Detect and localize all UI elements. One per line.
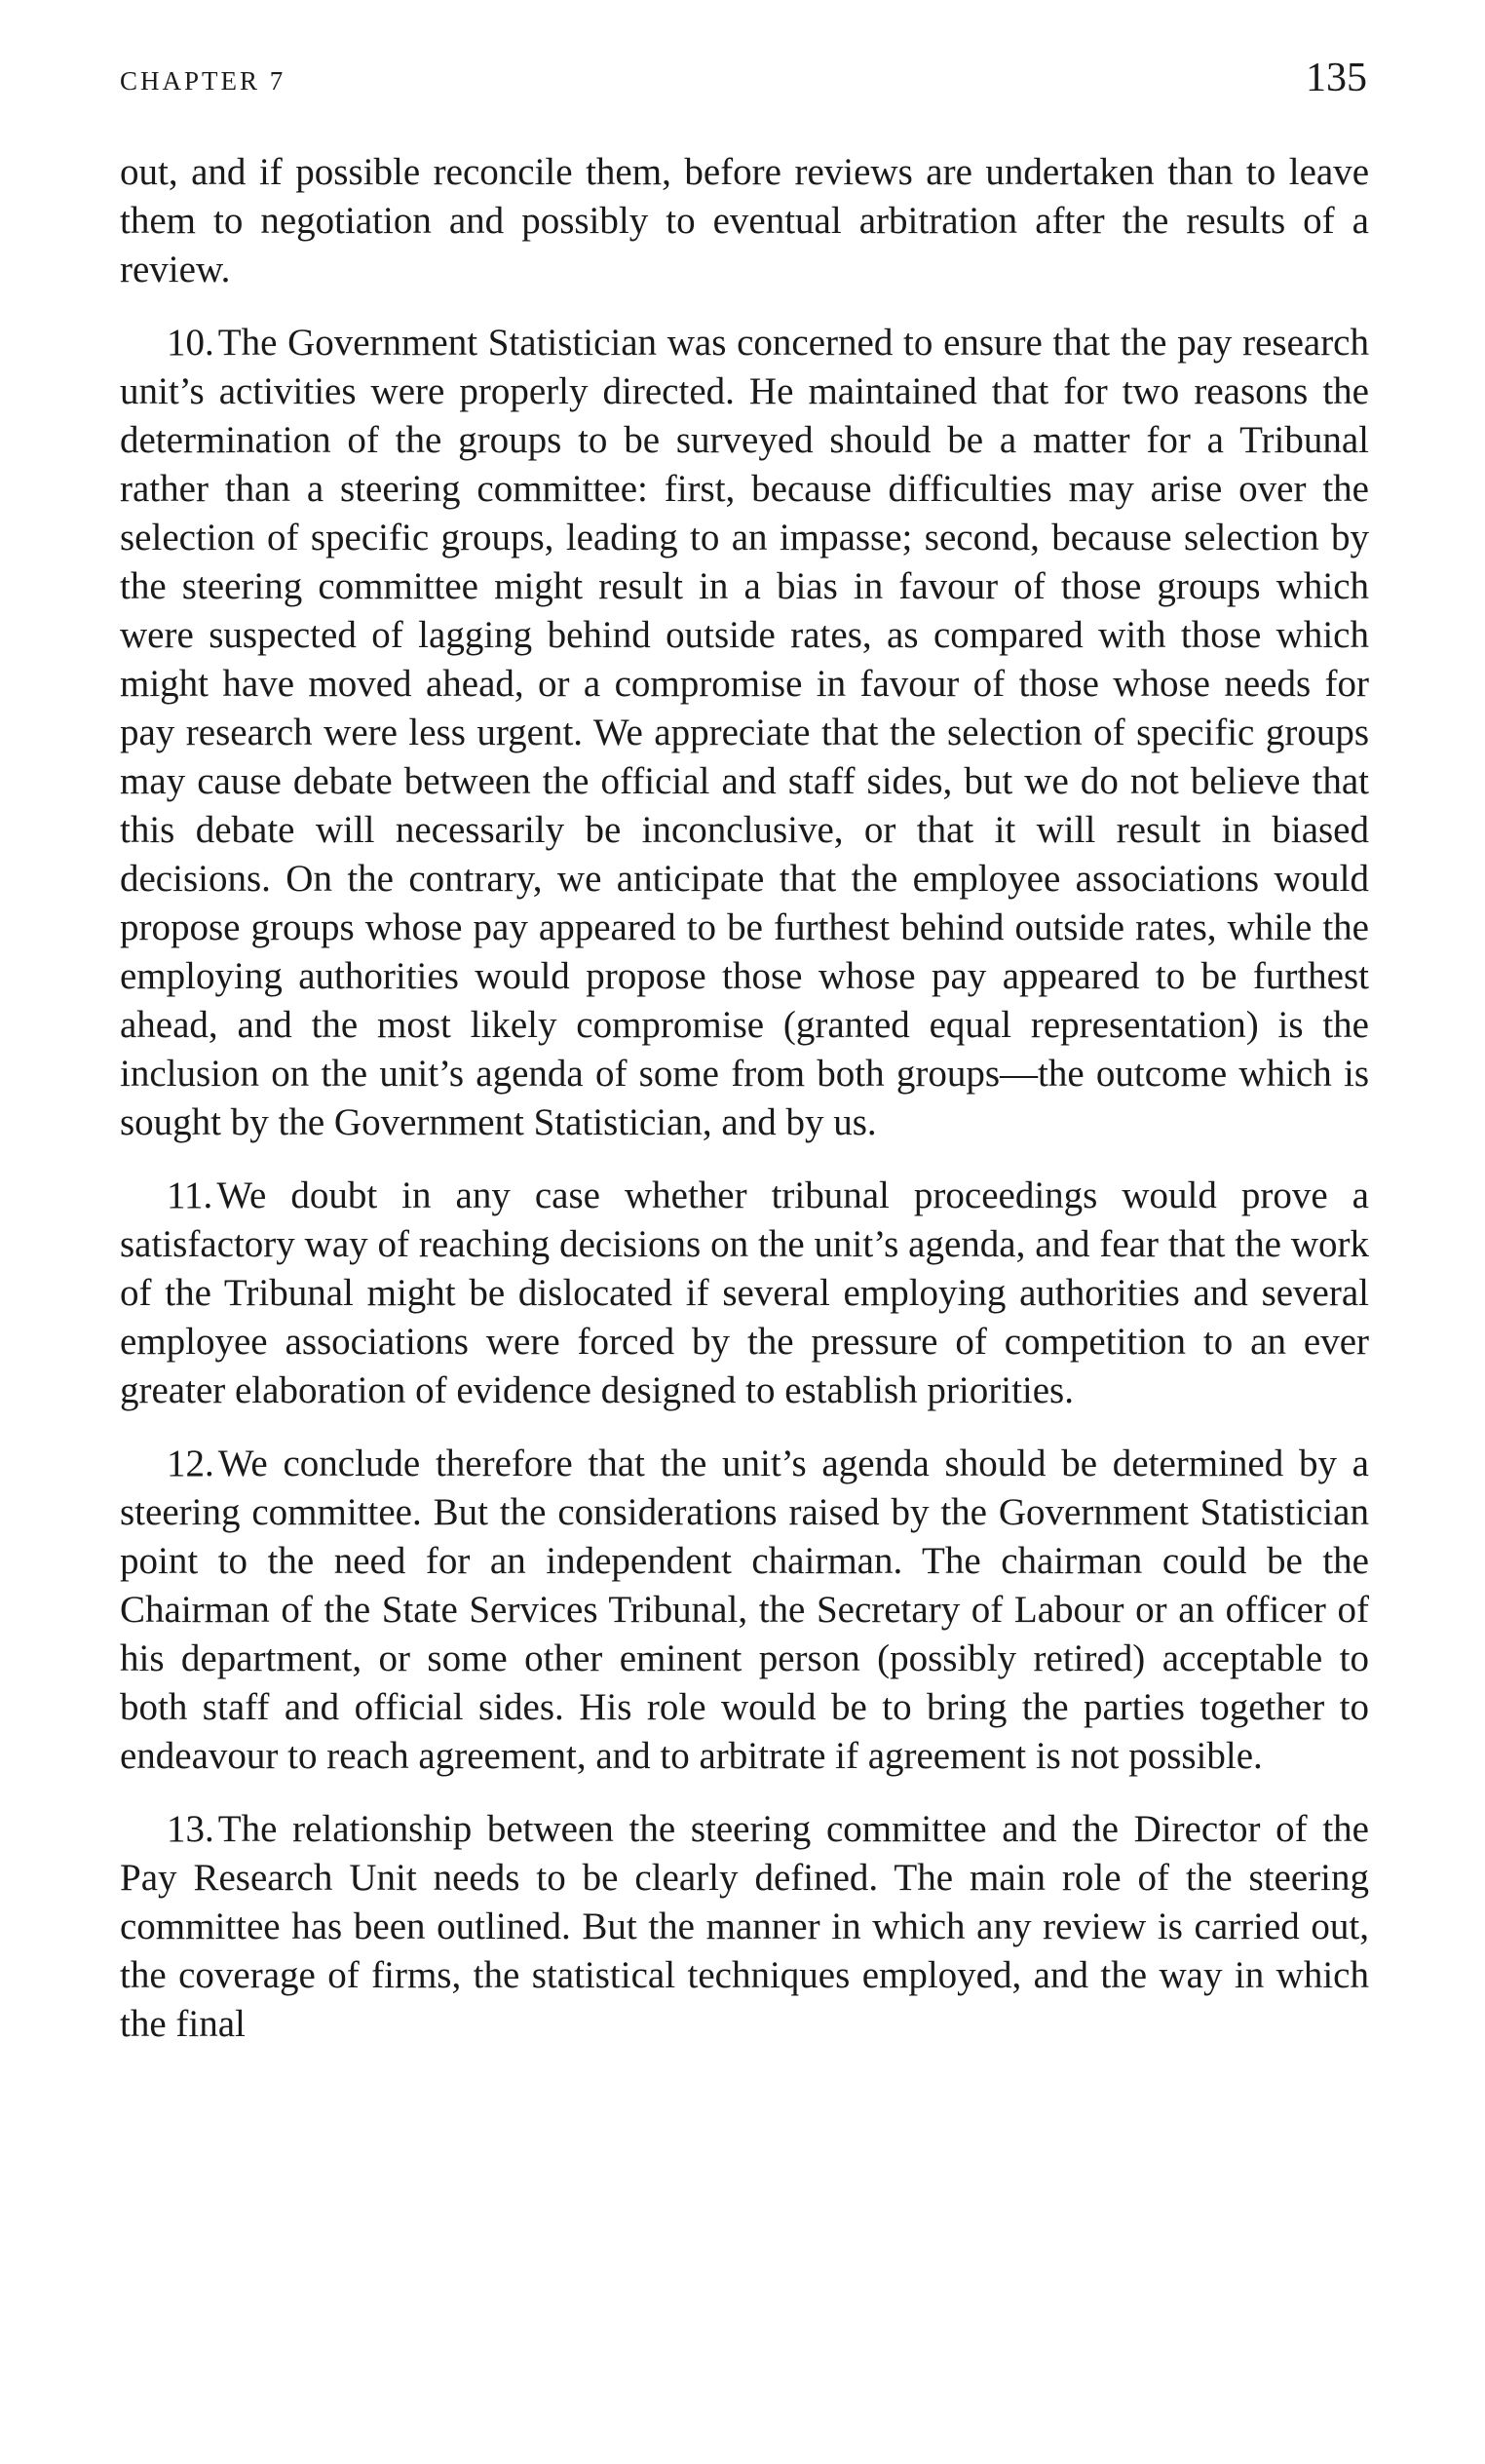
paragraph-12 bbox=[120, 1440, 1369, 1781]
paragraph-text: The relationship between the steering committee and the Director of the Pay Research Unit needs to be clearly defined. The main role of the steering committee has been outlined. But the manner in which any review is carried out, the coverage of firms, the statistical techniques employed, and the way in which the final bbox=[120, 1808, 1369, 2045]
paragraph-text: We conclude therefore that the unit’s agenda should be determined by a steering committee. But the considerations raised by the Government Statistician point to the need for an independent chairman. The chairman could be the Chairman of the State Services Tribunal, the Secretary of Labour or an officer of his department, or some other eminent person (possibly retired) acceptable to both staff and official sides. His role would be to bring the parties together to endeavour to reach agreement, and to arbitrate if agreement is not possible. bbox=[120, 1443, 1369, 1777]
paragraph-11 bbox=[120, 1172, 1369, 1415]
paragraph-continued bbox=[120, 148, 1369, 294]
paragraph-number: 13. bbox=[167, 1808, 214, 1850]
paragraph-text: out, and if possible reconcile them, before reviews are undertaken than to leave them to negotiation and possibly to eventual arbitration after the results of a review. bbox=[120, 151, 1369, 290]
paragraph-10 bbox=[120, 319, 1369, 1147]
paragraph-number: 11. bbox=[167, 1174, 213, 1216]
paragraph-number: 10. bbox=[167, 322, 214, 364]
chapter-label: CHAPTER 7 bbox=[120, 66, 286, 96]
paragraph-text: The Government Statistician was concerned to ensure that the pay research unit’s activities were properly directed. He maintained that for two reasons the determination of the groups to be surveyed should be a matter for a Tribunal rather than a steering committee: first, because difficulties may arise over the selection of specific groups, leading to an impasse; second, because selection by the steering committee might result in a bias in favour of those groups which were suspected of lagging behind outside rates, as compared with those which might have moved ahead, or a compromise in favour of those whose needs for pay research were less urgent. We appreciate that the selection of specific groups may cause debate between the official and staff sides, but we do not believe that this debate will necessarily be inconclusive, or that it will result in biased decisions. On the contrary, we anticipate that the employee associations would propose groups whose pay appeared to be furthest behind outside rates, while the employing authorities would propose those whose pay appeared to be furthest ahead, and the most likely compromise (granted equal representation) is the inclusion on the unit’s agenda of some from both groups—the outcome which is sought by the Government Statistician, and by us. bbox=[120, 322, 1369, 1143]
page-number: 135 bbox=[1306, 56, 1367, 100]
paragraph-number: 12. bbox=[167, 1443, 214, 1484]
paragraph-text: We doubt in any case whether tribunal proceedings would prove a satisfactory way of reaching decisions on the unit’s agenda, and fear that the work of the Tribunal might be dislocated if several employing authorities and several employee associations were forced by the pressure of competition to an ever greater elaboration of evidence designed to establish priorities. bbox=[120, 1174, 1369, 1411]
paragraph-13 bbox=[120, 1805, 1369, 2049]
body-text bbox=[120, 148, 1369, 2049]
running-head bbox=[120, 55, 1367, 113]
